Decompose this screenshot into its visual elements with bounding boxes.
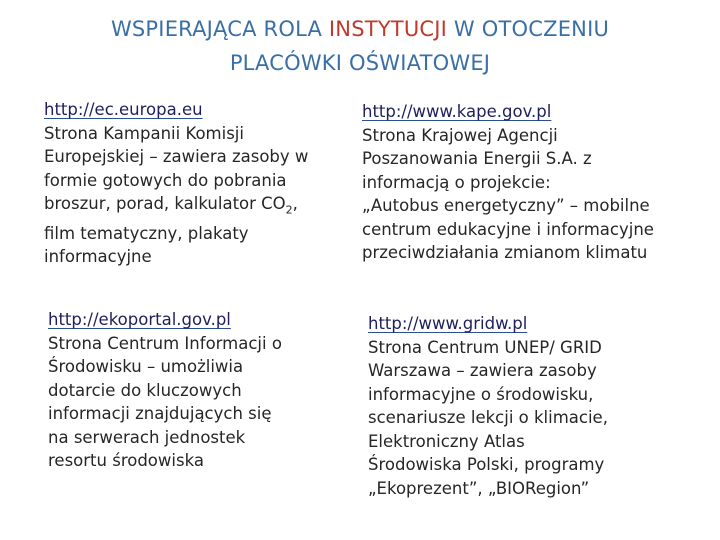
resource-block-ekoportal — [48, 308, 348, 473]
desc-line: „Autobus energetyczny” – mobilne — [362, 196, 650, 215]
desc-line: Środowiska Polski, programy — [368, 455, 605, 474]
desc-line: Elektroniczny Atlas — [368, 431, 525, 451]
slide-title — [0, 12, 720, 80]
title-line-1 — [0, 12, 720, 46]
desc-line: Strona Centrum Informacji o — [48, 333, 282, 353]
resource-block-gridw — [368, 312, 668, 500]
desc-line: Warszawa – zawiera zasoby — [368, 361, 597, 380]
comma: , — [292, 194, 298, 213]
link-ec-europa[interactable]: http://ec.europa.eu — [44, 100, 203, 119]
desc-line: na serwerach jednostek — [48, 427, 246, 447]
desc-line: Strona Kampanii Komisji — [44, 123, 244, 143]
desc-line: centrum edukacyjne i informacyjne — [362, 219, 654, 239]
desc-line: film tematyczny, plakaty — [44, 223, 249, 243]
link-kape[interactable]: http://www.kape.gov.pl — [362, 102, 552, 121]
desc-line: Strona Centrum UNEP/ GRID — [368, 337, 602, 357]
desc-line: Europejskiej – zawiera zasoby w — [44, 147, 309, 166]
desc-line: dotarcie do kluczowych — [48, 380, 242, 400]
desc-line: Strona Krajowej Agencji — [362, 125, 558, 145]
desc-line: przeciwdziałania zmianom klimatu — [362, 243, 648, 262]
desc-line: scenariusze lekcji o klimacie, — [368, 408, 608, 427]
desc-line: resortu środowiska — [48, 451, 204, 470]
title-text-end: W OTOCZENIU — [447, 17, 610, 41]
desc-text: broszur, porad, kalkulator CO — [44, 194, 286, 213]
desc-line: Poszanowania Energii S.A. z — [362, 149, 592, 168]
desc-line-co2 — [44, 192, 344, 222]
desc-line: Środowisku – umożliwia — [48, 357, 244, 376]
desc-line: informacyjne o środowisku, — [368, 384, 594, 404]
desc-line: informacją o projekcie: — [362, 172, 551, 192]
link-ekoportal[interactable]: http://ekoportal.gov.pl — [48, 310, 231, 329]
subscript-2: 2 — [285, 203, 293, 217]
resource-block-kape — [362, 100, 692, 265]
title-accent-word: INSTYTUCJI — [328, 17, 448, 41]
title-line-2: PLACÓWKI OŚWIATOWEJ — [229, 51, 491, 75]
desc-line: formie gotowych do pobrania — [44, 170, 287, 190]
link-gridw[interactable]: http://www.gridw.pl — [368, 314, 528, 333]
resource-block-ec-europa — [44, 98, 344, 269]
desc-line: informacyjne — [44, 247, 152, 267]
desc-line: informacji znajdujących się — [48, 404, 272, 423]
title-text-start: WSPIERAJĄCA ROLA — [110, 17, 329, 41]
desc-line: „Ekoprezent”, „BIORegion” — [368, 478, 590, 498]
